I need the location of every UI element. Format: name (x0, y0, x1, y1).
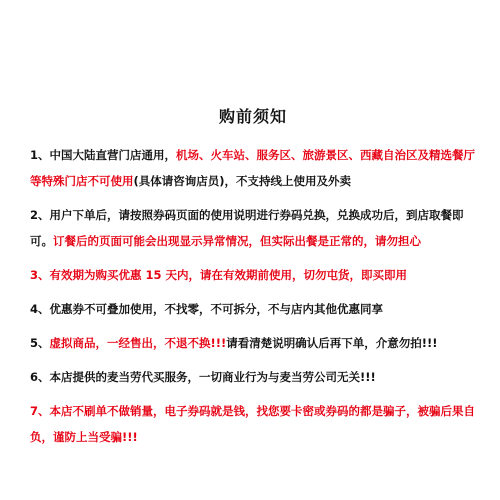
notice-item (30, 296, 476, 322)
notice-text: 5、 (30, 336, 50, 350)
notice-text-highlight: 3、有效期为购买优惠 15 天内，请在有效期前使用，切勿屯货，即买即用 (30, 268, 408, 282)
notice-item (30, 398, 476, 450)
notice-text: 6、本店提供的麦当劳代买服务，一切商业行为与麦当劳公司无关!!! (30, 370, 376, 384)
notice-text: 4、优惠券不可叠加使用，不找零，不可拆分，不与店内其他优惠同享 (30, 302, 383, 316)
notice-item (30, 202, 476, 254)
notice-text: 请看清楚说明确认后再下单，介意勿拍!!! (226, 336, 438, 350)
page-title: 购前须知 (218, 107, 287, 126)
notice-item (30, 364, 476, 390)
notice-text-highlight: 7、本店不刷单不做销量，电子券码就是钱，找您要卡密或券码的都是骗子，被骗后果自负，谨防上当受骗!!! (30, 404, 475, 444)
notice-text: 2、用户下单后，请按照券码页面的使用说明进行券码兑换，兑换成功后，到店取餐即可。 (30, 208, 464, 248)
notice-list (30, 142, 476, 450)
notice-item (30, 142, 476, 194)
notice-text-highlight: 机场、火车站、服务区、旅游景区、西藏自治区及精选餐厅等特殊门店不可使用 (30, 148, 476, 188)
notice-text-highlight: 订餐后的页面可能会出现显示异常情况，但实际出餐是正常的，请勿担心 (53, 234, 421, 248)
notice-text: 1、中国大陆直营门店通用， (30, 148, 177, 162)
notice-item (30, 262, 476, 288)
notice-text: (具体请咨询店员)，不支持线上使用及外卖 (133, 174, 352, 188)
notice-text-highlight: 虚拟商品，一经售出，不退不换!!! (49, 336, 227, 350)
notice-item (30, 330, 476, 356)
